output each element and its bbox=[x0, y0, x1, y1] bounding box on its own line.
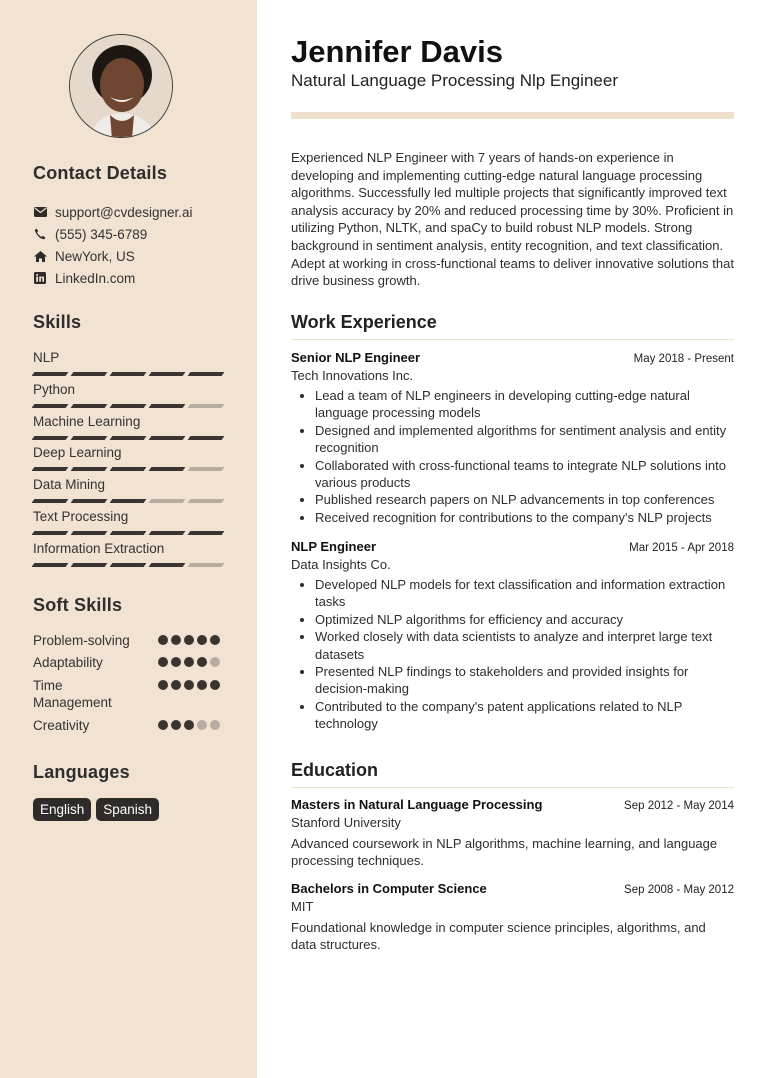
contact-location bbox=[33, 247, 135, 265]
skill-item bbox=[33, 508, 223, 535]
summary: Experienced NLP Engineer with 7 years of hands-on experience in developing and implementing cutting-edge natural language processing algorithms. Successfully led multiple projects that significantly improved text analysis accuracy by 20% and reduced processing time by 30%. Proficient in utilizing Python, NLTK, and spaCy to build robust NLP models. Strong background in sentiment analysis, entity recognition, and text classification. Adept at working in cross-functional teams to deliver innovative solutions that drive business growth. bbox=[291, 150, 734, 289]
soft-skill-name: Adaptability bbox=[33, 655, 103, 670]
rating-dot-filled bbox=[184, 720, 194, 730]
soft-skill-name: Time Management bbox=[33, 678, 112, 710]
skill-bar-filled bbox=[32, 531, 69, 535]
contact-linkedin-text: LinkedIn.com bbox=[55, 270, 136, 286]
skill-level-bars bbox=[33, 563, 223, 567]
job-bullet: • Developed NLP models for text classification and information extraction tasks bbox=[315, 576, 734, 611]
soft-skill-name: Creativity bbox=[33, 718, 90, 733]
skill-bar-filled bbox=[188, 531, 225, 535]
job-bullet: • Worked closely with data scientists to analyze and interpret large text datasets bbox=[315, 628, 734, 663]
skill-bar-empty bbox=[149, 499, 186, 503]
skill-bar-filled bbox=[32, 404, 69, 408]
skill-bar-filled bbox=[110, 436, 147, 440]
profile-photo bbox=[69, 34, 173, 138]
rating-dot-filled bbox=[184, 680, 194, 690]
skill-bar-empty bbox=[188, 499, 225, 503]
rating-dot-filled bbox=[184, 635, 194, 645]
phone-icon bbox=[33, 227, 47, 241]
rating-dot-filled bbox=[197, 635, 207, 645]
sidebar bbox=[0, 0, 257, 1078]
rating-dot-empty bbox=[210, 720, 220, 730]
skill-bar-filled bbox=[110, 467, 147, 471]
job-bullet: • Optimized NLP algorithms for efficiency and accuracy bbox=[315, 611, 734, 628]
rating-dot-filled bbox=[171, 680, 181, 690]
job-company: Tech Innovations Inc. bbox=[291, 368, 414, 383]
contact-heading: Contact Details bbox=[33, 163, 168, 183]
skill-name: Machine Learning bbox=[33, 413, 141, 429]
skill-name: Python bbox=[33, 381, 76, 397]
skill-bar-filled bbox=[110, 563, 147, 567]
skill-bar-filled bbox=[149, 531, 186, 535]
skill-bar-empty bbox=[188, 404, 225, 408]
contact-phone[interactable] bbox=[33, 225, 147, 243]
rating-dot-empty bbox=[210, 657, 220, 667]
envelope-icon bbox=[33, 205, 47, 219]
skill-bar-empty bbox=[188, 467, 225, 471]
contact-location-text: NewYork, US bbox=[55, 248, 135, 264]
skill-bar-filled bbox=[32, 372, 69, 376]
skill-bar-filled bbox=[149, 467, 186, 471]
skill-bar-filled bbox=[71, 563, 108, 567]
job-bullet: • Lead a team of NLP engineers in developing cutting-edge natural language processing models bbox=[315, 387, 734, 422]
skill-level-bars bbox=[33, 404, 223, 408]
job-bullets bbox=[291, 387, 734, 526]
skill-bar-filled bbox=[32, 563, 69, 567]
skill-bar-filled bbox=[32, 467, 69, 471]
skill-level-bars bbox=[33, 499, 223, 503]
skill-bar-filled bbox=[71, 436, 108, 440]
skill-bar-filled bbox=[188, 436, 225, 440]
skill-bar-filled bbox=[110, 531, 147, 535]
skill-bar-filled bbox=[149, 436, 186, 440]
degree-title: Masters in Natural Language Processing bbox=[291, 797, 543, 812]
skill-bar-empty bbox=[188, 563, 225, 567]
soft-skills-heading: Soft Skills bbox=[33, 595, 123, 615]
language-badge: Spanish bbox=[96, 798, 159, 821]
soft-skill-item bbox=[33, 654, 223, 674]
skill-level-bars bbox=[33, 436, 223, 440]
job-bullets bbox=[291, 576, 734, 733]
job-bullet: • Published research papers on NLP advancements in top conferences bbox=[315, 491, 734, 508]
skills-heading: Skills bbox=[33, 312, 82, 332]
job-bullet: • Contributed to the company's patent applications related to NLP technology bbox=[315, 698, 734, 733]
skill-bar-filled bbox=[110, 499, 147, 503]
soft-skill-rating bbox=[158, 657, 220, 667]
skill-level-bars bbox=[33, 531, 223, 535]
skill-item bbox=[33, 540, 223, 567]
skill-bar-filled bbox=[71, 467, 108, 471]
job-company: Data Insights Co. bbox=[291, 557, 391, 572]
rating-dot-filled bbox=[210, 680, 220, 690]
soft-skill-rating bbox=[158, 635, 220, 645]
skill-bar-filled bbox=[188, 372, 225, 376]
job-bullet: • Presented NLP findings to stakeholders and provided insights for decision-making bbox=[315, 663, 734, 698]
rating-dot-filled bbox=[171, 657, 181, 667]
degree-title: Bachelors in Computer Science bbox=[291, 881, 487, 896]
rating-dot-filled bbox=[158, 680, 168, 690]
skill-bar-filled bbox=[149, 563, 186, 567]
rating-dot-filled bbox=[158, 657, 168, 667]
education-heading: Education bbox=[291, 760, 734, 788]
skill-name: Text Processing bbox=[33, 509, 129, 524]
soft-skill-item bbox=[33, 717, 223, 737]
skill-item bbox=[33, 476, 223, 503]
contact-email-text: support@cvdesigner.ai bbox=[55, 204, 193, 220]
rating-dot-filled bbox=[171, 720, 181, 730]
skill-level-bars bbox=[33, 372, 223, 376]
person-title: Natural Language Processing Nlp Engineer bbox=[291, 71, 618, 90]
school-name: MIT bbox=[291, 899, 314, 914]
skill-bar-filled bbox=[110, 404, 147, 408]
job-dates: May 2018 - Present bbox=[633, 353, 734, 365]
skill-name: Deep Learning bbox=[33, 445, 122, 461]
soft-skill-name: Problem-solving bbox=[33, 633, 130, 648]
soft-skill-item bbox=[33, 677, 223, 710]
skill-bar-filled bbox=[71, 531, 108, 535]
education-entry bbox=[291, 797, 734, 870]
degree-dates: Sep 2008 - May 2012 bbox=[624, 884, 734, 896]
job-bullet: • Received recognition for contributions to the company's NLP projects bbox=[315, 509, 734, 526]
rating-dot-filled bbox=[158, 635, 168, 645]
skill-bar-filled bbox=[71, 372, 108, 376]
home-icon bbox=[33, 249, 47, 263]
skill-bar-filled bbox=[149, 372, 186, 376]
soft-skill-rating bbox=[158, 720, 220, 730]
skill-name: Information Extraction bbox=[33, 540, 165, 556]
job-entry bbox=[291, 350, 734, 526]
skill-name: NLP bbox=[33, 350, 60, 365]
rating-dot-filled bbox=[184, 657, 194, 667]
job-entry bbox=[291, 539, 734, 733]
job-bullet: • Designed and implemented algorithms for sentiment analysis and entity recognition bbox=[315, 422, 734, 457]
linkedin-icon bbox=[33, 271, 47, 285]
rating-dot-filled bbox=[171, 635, 181, 645]
skill-item bbox=[33, 413, 223, 440]
languages-heading: Languages bbox=[33, 762, 130, 782]
rating-dot-filled bbox=[210, 635, 220, 645]
skill-bar-filled bbox=[110, 372, 147, 376]
rating-dot-filled bbox=[197, 657, 207, 667]
work-heading: Work Experience bbox=[291, 312, 734, 340]
skill-bar-filled bbox=[32, 436, 69, 440]
job-dates: Mar 2015 - Apr 2018 bbox=[629, 542, 734, 554]
job-title: Senior NLP Engineer bbox=[291, 350, 421, 365]
soft-skill-item bbox=[33, 632, 223, 652]
languages-list bbox=[33, 798, 159, 821]
contact-linkedin[interactable] bbox=[33, 269, 135, 287]
skill-name: Data Mining bbox=[33, 477, 106, 493]
accent-divider bbox=[291, 112, 734, 119]
degree-description: Advanced coursework in NLP algorithms, machine learning, and language processing techniques. bbox=[291, 836, 718, 869]
soft-skill-rating bbox=[158, 680, 220, 690]
job-title: NLP Engineer bbox=[291, 539, 377, 554]
skill-item bbox=[33, 349, 223, 376]
rating-dot-empty bbox=[197, 720, 207, 730]
rating-dot-filled bbox=[158, 720, 168, 730]
skill-bar-filled bbox=[71, 499, 108, 503]
skill-bar-filled bbox=[71, 404, 108, 408]
skill-item bbox=[33, 444, 223, 471]
skill-bar-filled bbox=[149, 404, 186, 408]
contact-phone-text: (555) 345-6789 bbox=[55, 226, 148, 242]
degree-description: Foundational knowledge in computer science principles, algorithms, and data structures. bbox=[291, 920, 706, 953]
school-name: Stanford University bbox=[291, 815, 401, 830]
degree-dates: Sep 2012 - May 2014 bbox=[624, 800, 734, 812]
language-badge: English bbox=[33, 798, 91, 821]
skill-level-bars bbox=[33, 467, 223, 471]
skill-item bbox=[33, 381, 223, 408]
person-name: Jennifer Davis bbox=[291, 34, 503, 69]
job-bullet: • Collaborated with cross-functional teams to integrate NLP solutions into various products bbox=[315, 457, 734, 492]
contact-email[interactable] bbox=[33, 203, 193, 221]
skill-bar-filled bbox=[32, 499, 69, 503]
rating-dot-filled bbox=[197, 680, 207, 690]
education-entry bbox=[291, 881, 734, 954]
